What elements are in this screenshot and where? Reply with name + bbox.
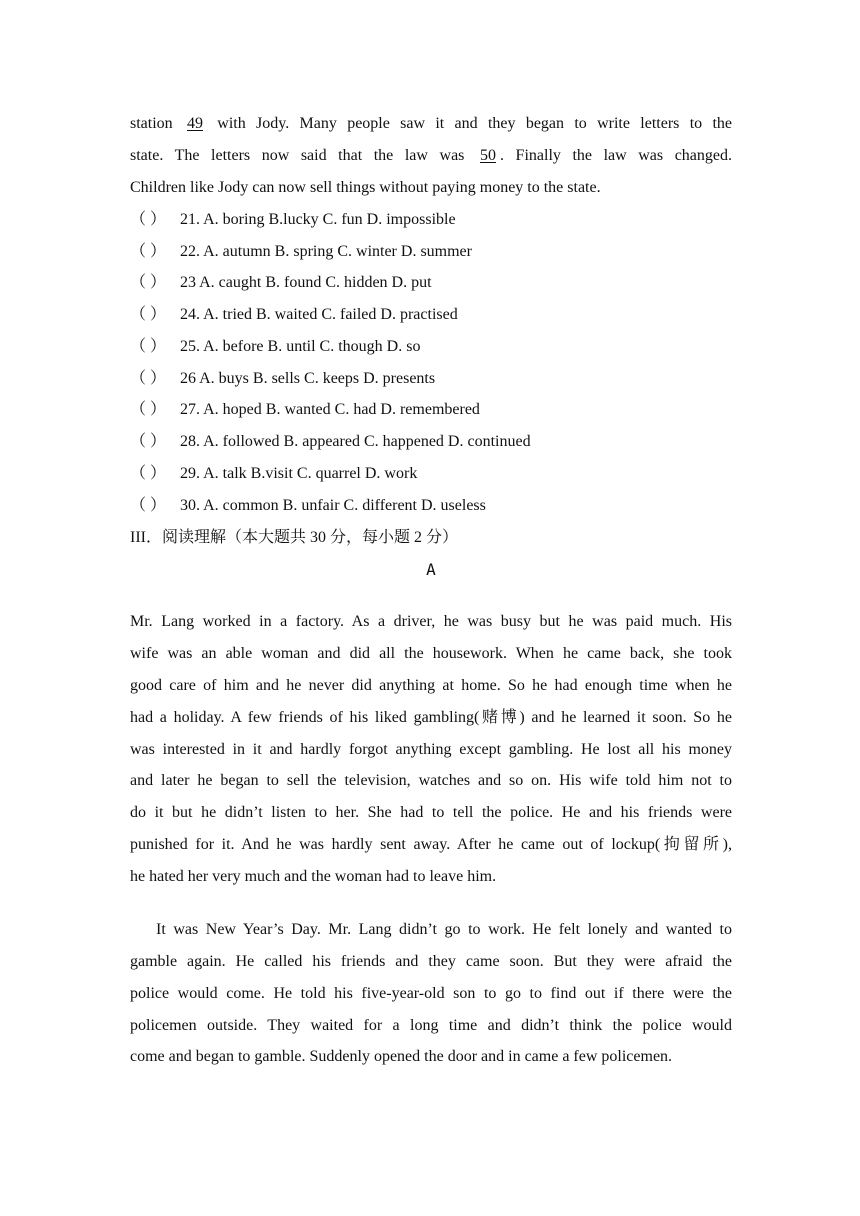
passage-line: had a holiday. A few friends of his liked gambling(赌博) and he learned it soon. So he [130, 709, 732, 726]
passage-line: was interested in it and hardly forgot anything except gambling. He lost all his money [130, 741, 732, 758]
blank-50: 50 [479, 147, 496, 164]
question-item [130, 305, 732, 325]
question-text: 30. A. common B. unfair C. different D. useless [180, 497, 486, 514]
passage-line: Mr. Lang worked in a factory. As a driver, he was busy but he was paid much. His [130, 613, 732, 630]
answer-paren: （ ） [130, 306, 167, 323]
answer-paren: （ ） [130, 401, 167, 418]
question-item [130, 400, 732, 420]
question-text: 21. A. boring B.lucky C. fun D. impossible [180, 211, 456, 228]
passage-line: and later he began to sell the television, watches and so on. His wife told him not to [130, 772, 732, 789]
question-item [130, 496, 732, 516]
question-text: 22. A. autumn B. spring C. winter D. summer [180, 243, 472, 260]
answer-paren: （ ） [130, 338, 167, 355]
answer-paren: （ ） [130, 433, 167, 450]
question-text: 24. A. tried B. waited C. failed D. practised [180, 306, 458, 323]
passage-line: gamble again. He called his friends and they came soon. But they were afraid the [130, 953, 732, 970]
question-item [130, 432, 732, 452]
answer-paren: （ ） [130, 465, 167, 482]
question-item [130, 242, 732, 262]
question-text: 28. A. followed B. appeared C. happened D. continued [180, 433, 531, 450]
cloze-text: station [130, 115, 173, 132]
answer-paren: （ ） [130, 370, 167, 387]
question-item [130, 210, 732, 230]
answer-paren: （ ） [130, 243, 167, 260]
answer-paren: （ ） [130, 211, 167, 228]
question-item [130, 464, 732, 484]
cloze-text: . Finally the law was changed. [499, 147, 733, 164]
passage-line: police would come. He told his five-year-old son to go to find out if there were the [130, 985, 732, 1002]
question-text: 26 A. buys B. sells C. keeps D. presents [180, 370, 436, 387]
question-text: 25. A. before B. until C. though D. so [180, 338, 421, 355]
passage-line: come and began to gamble. Suddenly opened the door and in came a few policemen. [130, 1048, 673, 1065]
question-text: 23 A. caught B. found C. hidden D. put [180, 274, 432, 291]
passage-line: good care of him and he never did anything at home. So he had enough time when he [130, 677, 732, 694]
passage-line: do it but he didn’t listen to her. She had to tell the police. He and his friends were [130, 804, 732, 821]
passage-line: policemen outside. They waited for a long time and didn’t think the police would [130, 1017, 732, 1034]
answer-paren: （ ） [130, 497, 167, 514]
cloze-text: with Jody. Many people saw it and they began to write letters to the [217, 115, 732, 132]
passage-line: punished for it. And he was hardly sent away. After he came out of lockup(拘留所), [130, 836, 732, 853]
question-item [130, 337, 732, 357]
cloze-line-1 [130, 114, 732, 134]
cloze-line-3: Children like Jody can now sell things without paying money to the state. [130, 179, 601, 196]
passage-line: he hated her very much and the woman had to leave him. [130, 868, 497, 885]
question-item [130, 273, 732, 293]
passage-line: wife was an able woman and did all the housework. When he came back, she took [130, 645, 732, 662]
passage-line: It was New Year’s Day. Mr. Lang didn’t go to work. He felt lonely and wanted to [156, 921, 732, 938]
question-item [130, 369, 732, 389]
cloze-text: state. The letters now said that the law was [130, 147, 465, 164]
cloze-line-2 [130, 146, 732, 166]
blank-49: 49 [186, 115, 203, 132]
answer-paren: （ ） [130, 274, 167, 291]
section-heading: III．阅读理解（本大题共 30 分，每小题 2 分） [130, 529, 458, 546]
question-text: 27. A. hoped B. wanted C. had D. remembered [180, 401, 480, 418]
part-label: A [426, 560, 436, 579]
question-text: 29. A. talk B.visit C. quarrel D. work [180, 465, 418, 482]
